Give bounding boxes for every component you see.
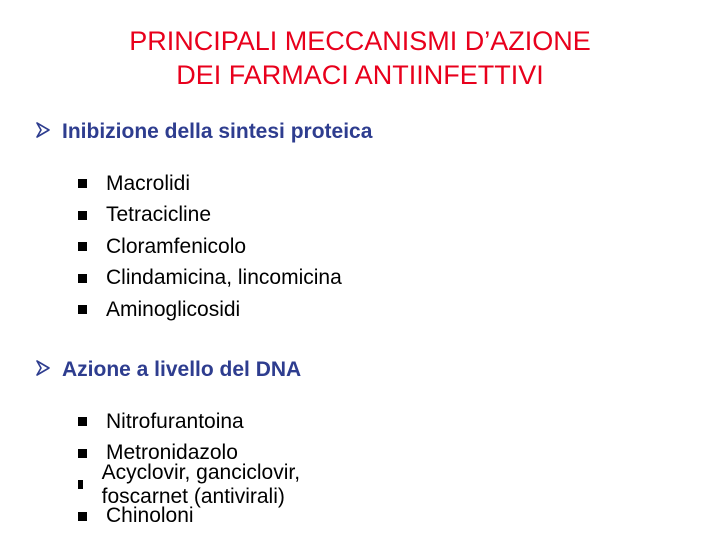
section-heading <box>36 356 301 384</box>
drug-list <box>76 168 342 326</box>
arrow-bullet-icon <box>36 122 50 143</box>
square-bullet-icon <box>78 211 87 220</box>
section-heading <box>36 118 372 146</box>
list-item <box>76 406 301 438</box>
list-item-label: Metronidazolo <box>106 441 238 465</box>
list-item-label: Aminoglicosidi <box>106 297 241 321</box>
square-bullet-icon <box>78 449 87 458</box>
title-line-2: DEI FARMACI ANTIINFETTIVI <box>176 60 544 90</box>
section-protein-synthesis <box>36 118 373 321</box>
title-line-1: PRINCIPALI MECCANISMI D’AZIONE <box>129 26 591 56</box>
slide-title <box>0 24 720 92</box>
list-item <box>76 460 301 508</box>
list-item <box>76 231 342 263</box>
list-item <box>76 168 342 200</box>
arrow-bullet-icon <box>36 360 50 381</box>
square-bullet-icon <box>78 305 87 314</box>
section-heading-label: Inibizione della sintesi proteica <box>62 120 373 143</box>
list-item <box>76 294 342 326</box>
list-item-label: Nitrofurantoina <box>106 409 244 433</box>
list-item <box>76 200 342 232</box>
list-item-label: Macrolidi <box>106 171 191 195</box>
list-item-label: Cloramfenicolo <box>106 234 247 258</box>
square-bullet-icon <box>78 179 87 188</box>
square-bullet-icon <box>78 274 87 283</box>
square-bullet-icon <box>78 480 83 489</box>
list-item <box>76 263 342 295</box>
drug-list <box>76 406 301 532</box>
square-bullet-icon <box>78 512 87 521</box>
square-bullet-icon <box>78 417 87 426</box>
section-heading-label: Azione a livello del DNA <box>62 358 302 381</box>
list-item-label: Chinoloni <box>106 504 194 528</box>
list-item-label: Acyclovir, ganciclovir, foscarnet (antivirali) <box>101 460 301 508</box>
list-item-label: Tetracicline <box>106 203 212 227</box>
list-item-label: Clindamicina, lincomicina <box>106 266 342 290</box>
square-bullet-icon <box>78 242 87 251</box>
section-dna-action <box>36 356 302 528</box>
